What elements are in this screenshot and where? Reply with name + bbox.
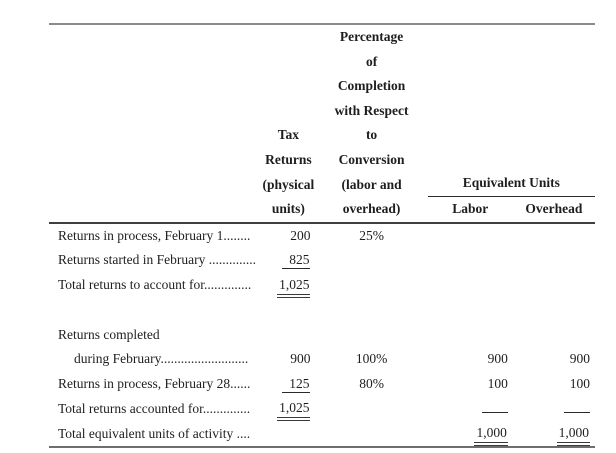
total-double-underline: 1,025 [277,400,310,421]
header-overhead: Overhead [525,201,583,217]
header-pct-line: (labor and [341,176,402,192]
header-tax-line: Tax [277,127,300,143]
header-pct-line: Conversion [338,151,405,167]
header-label-spacer [49,24,261,223]
tax-units-cell: 200 [261,223,315,249]
overhead-units-cell [513,223,595,249]
header-percentage-completion [315,24,427,223]
pct-completion-cell [315,298,427,323]
row-label: Returns in process, February 1........ [49,223,261,249]
header-pct-line: Completion [337,78,406,94]
table-row [49,421,595,447]
labor-units-cell: 100 [487,375,508,391]
table-row [49,273,595,298]
table-row [49,223,595,249]
header-pct-line: Percentage [339,29,404,44]
table-row [49,323,595,348]
row-label: Returns completed [58,326,160,342]
header-pct-line: of [365,53,378,69]
tax-units-cell [261,298,315,323]
table-body [49,223,595,448]
pct-completion-cell [315,421,427,447]
pct-completion-cell: 100% [355,351,388,367]
header-tax-line: units) [271,201,305,217]
subtotal-underline: 125 [282,375,310,393]
overhead-units-cell [513,323,595,348]
blank-total-line [564,399,590,413]
row-label: Total equivalent units of activity .... [58,425,251,441]
table-row [49,248,595,273]
header-equivalent-units: Equivalent Units [428,24,595,196]
header-tax-line: (physical [262,176,315,192]
labor-units-cell [428,248,513,273]
tax-units-cell: 900 [290,351,311,367]
pct-completion-cell: 25% [315,223,427,249]
pct-completion-cell [315,323,427,348]
tax-units-cell [261,396,315,421]
overhead-units-cell [513,273,595,298]
row-label: during February.......................... [74,351,249,367]
header-pct-line: with Respect [334,102,409,118]
overhead-units-cell [513,298,595,323]
tax-units-cell [261,323,315,348]
row-label: Total returns accounted for.............. [58,400,251,416]
overhead-units-cell [513,421,595,447]
table-header [49,24,595,223]
table-row [49,372,595,397]
header-pct-line: to [365,127,378,143]
table-row [49,396,595,421]
labor-units-cell [428,223,513,249]
overhead-units-cell [513,396,595,421]
labor-units-cell: 900 [487,351,508,367]
tax-units-cell [261,248,315,273]
labor-units-cell [428,298,513,323]
header-pct-line: overhead) [342,201,401,217]
pct-completion-cell [315,248,427,273]
row-label [49,298,261,323]
labor-units-cell [428,323,513,348]
table-row [49,347,595,372]
overhead-units-cell: 100 [569,375,590,391]
pct-completion-cell: 80% [359,375,384,391]
equivalent-units-table [49,23,595,448]
subtotal-underline: 825 [282,251,310,269]
total-double-underline: 1,000 [474,425,507,446]
tax-units-cell [261,421,315,447]
total-double-underline: 1,025 [277,277,310,298]
labor-units-cell [428,273,513,298]
pct-completion-cell [315,273,427,298]
pct-completion-cell [315,396,427,421]
tax-units-cell [261,372,315,397]
blank-total-line [482,399,508,413]
header-tax-line: Returns [265,151,312,167]
labor-units-cell [428,396,513,421]
spacer-row [49,298,595,323]
header-labor: Labor [452,201,489,217]
labor-units-cell [428,421,513,447]
header-tax-returns [261,24,315,223]
tax-units-cell [261,273,315,298]
row-label: Returns in process, February 28...... [58,375,251,391]
overhead-units-cell: 900 [569,351,590,367]
overhead-units-cell [513,248,595,273]
row-label: Returns started in February .............. [58,252,256,268]
total-double-underline: 1,000 [557,425,590,446]
row-label: Total returns to account for.............. [58,277,252,293]
